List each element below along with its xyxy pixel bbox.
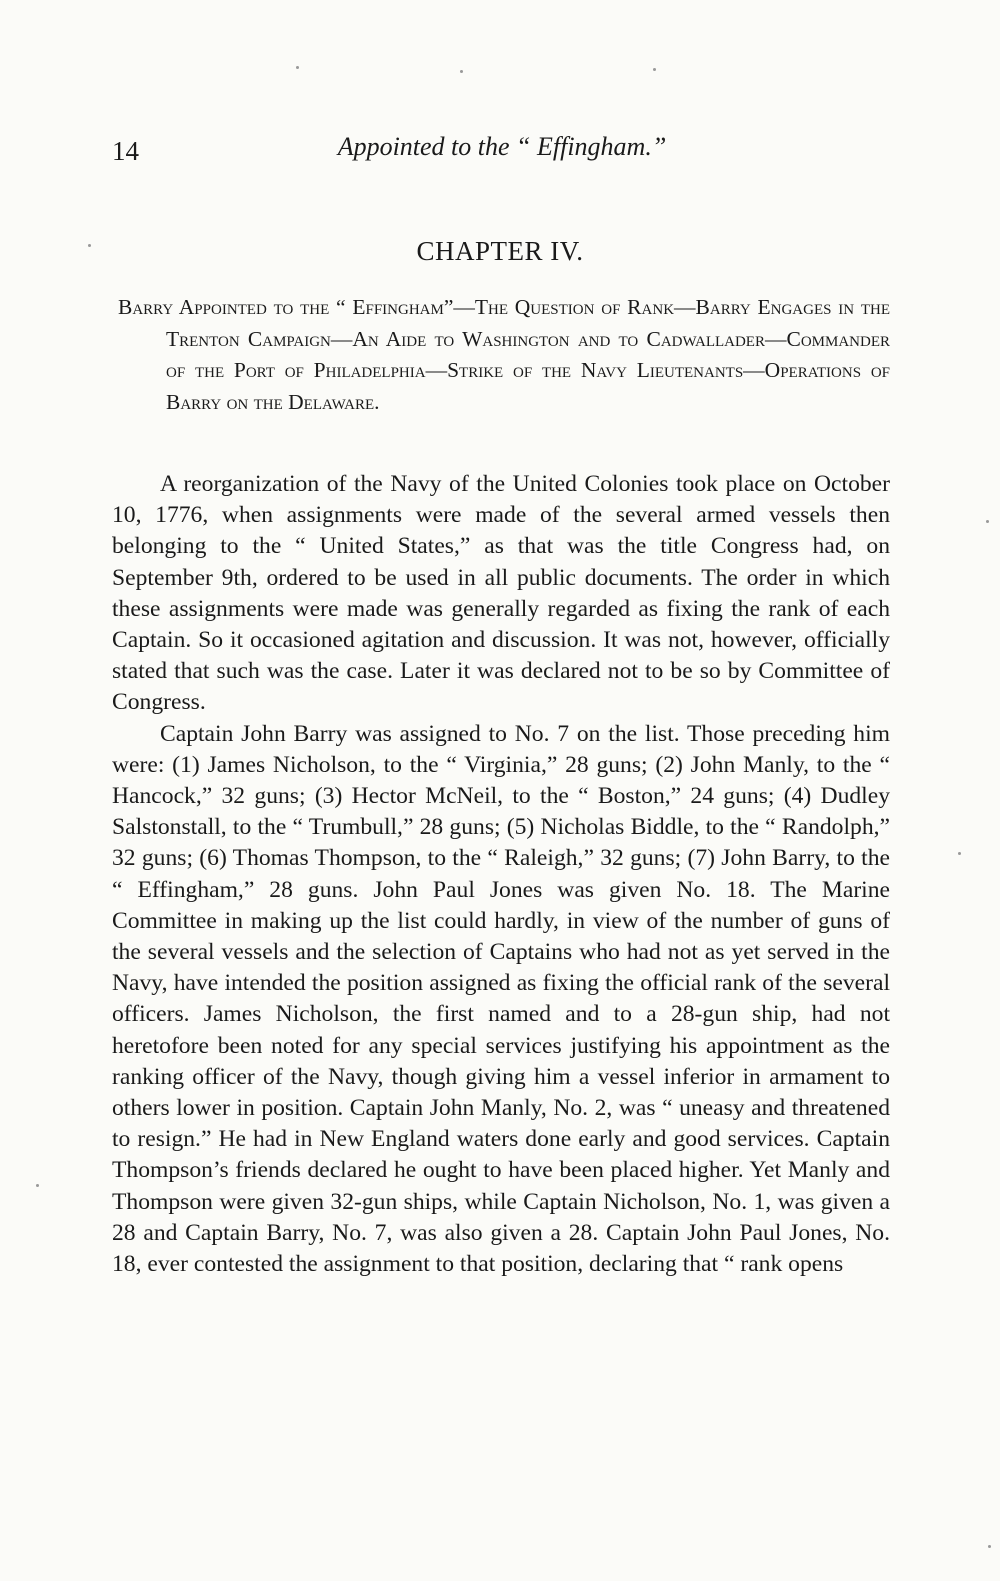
chapter-title: CHAPTER IV. — [416, 236, 584, 266]
scan-speck — [88, 244, 91, 247]
scan-speck — [988, 1545, 991, 1548]
running-title: Appointed to the “ Effingham.” — [337, 132, 667, 161]
page-number: 14 — [112, 136, 139, 166]
scan-speck — [958, 852, 961, 855]
scan-speck — [653, 68, 656, 71]
body-text — [112, 469, 890, 1280]
page-header — [112, 132, 892, 172]
scan-speck — [36, 1184, 39, 1187]
scan-speck — [460, 70, 463, 73]
chapter-synopsis: Barry Appointed to the “ Effingham”—The Question of Rank—Barry Engages in the Trenton Campaign—An Aide to Washington and to Cadwallader—Commander of the Port of Philadelphia—Strike of the Navy Lieutenants—Operations of Barry on the Delaware. — [118, 295, 890, 414]
paragraph: A reorganization of the Navy of the United Colonies took place on October 10, 1776, when assignments were made of the several armed vessels then belonging to the “ United States,” as that was the title Congress had, on September 9th, ordered to be used in all public documents. The order in which these assignments were made was generally regarded as fixing the rank of each Captain. So it occasioned agitation and discussion. It was not, however, officially stated that such was the case. Later it was declared not to be so by Committee of Congress. — [112, 471, 890, 716]
scan-speck — [986, 520, 989, 523]
scan-speck — [296, 66, 299, 69]
paragraph: Captain John Barry was assigned to No. 7 on the list. Those preceding him were: (1) James Nicholson, to the “ Virginia,” 28 guns; (2) John Manly, to the “ Hancock,” 32 guns; (3) Hector McNeil, to the “ Boston,” 24 guns; (4) Dudley Salstonstall, to the “ Trumbull,” 28 guns; (5) Nicholas Biddle, to the “ Randolph,” 32 guns; (6) Thomas Thompson, to the “ Raleigh,” 32 guns; (7) John Barry, to the “ Effingham,” 28 guns. John Paul Jones was given No. 18. The Marine Committee in making up the list could hardly, in view of the number of guns of the several vessels and the selection of Captains who had not as yet served in the Navy, have intended the position assigned as fixing the official rank of the several officers. James Nicholson, the first named and to a 28-gun ship, had not heretofore been noted for any special services justifying his appointment as the ranking officer of the Navy, though giving him a vessel inferior in armament to others lower in position. Captain John Manly, No. 2, was “ uneasy and threatened to resign.” He had in New England waters done early and good services. Captain Thompson’s friends declared he ought to have been placed higher. Yet Manly and Thompson were given 32-gun ships, while Captain Nicholson, No. 1, was given a 28 and Captain Barry, No. 7, was also given a 28. Captain John Paul Jones, No. 18, ever contested the assignment to that position, declaring that “ rank opens — [112, 720, 890, 1278]
